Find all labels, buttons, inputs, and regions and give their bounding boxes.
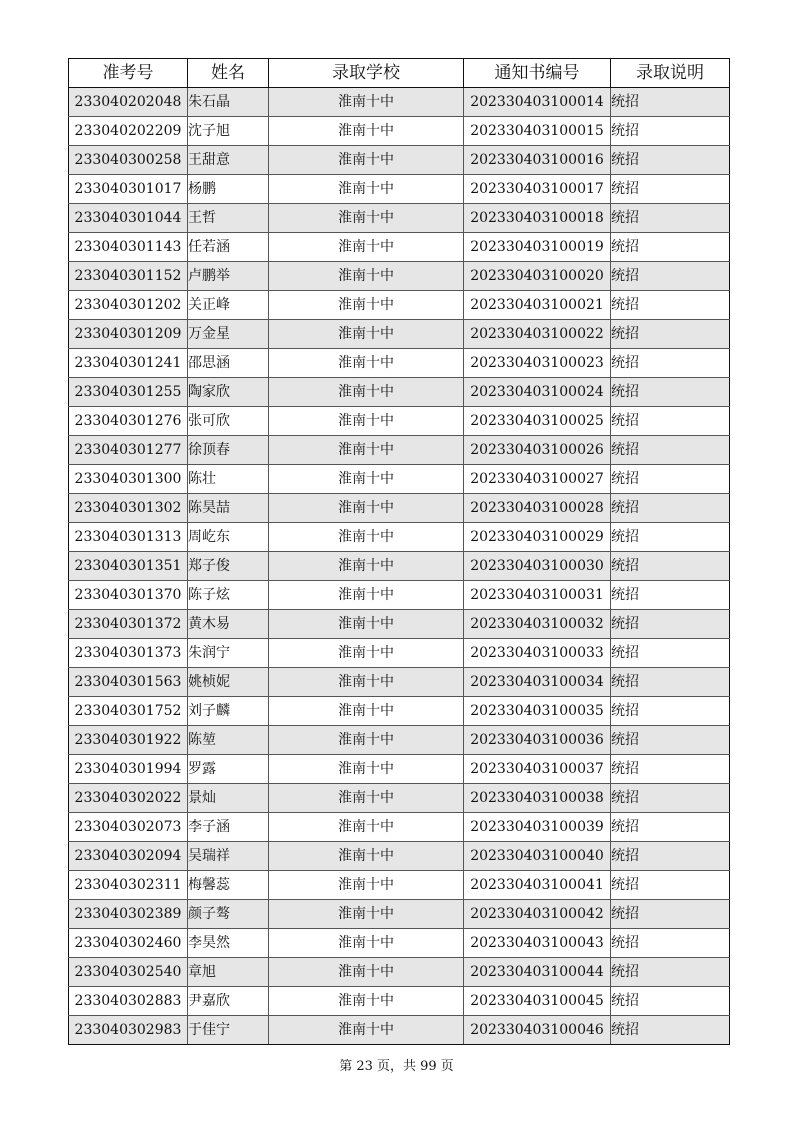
cell-admission-note: 统招 <box>611 784 730 813</box>
header-admission-note: 录取说明 <box>611 59 730 88</box>
cell-exam-id: 233040301313 <box>69 523 188 552</box>
cell-name: 关正峰 <box>188 291 269 320</box>
cell-school: 淮南十中 <box>269 204 464 233</box>
cell-school: 淮南十中 <box>269 117 464 146</box>
cell-school: 淮南十中 <box>269 291 464 320</box>
cell-admission-note: 统招 <box>611 1016 730 1045</box>
cell-name: 罗露 <box>188 755 269 784</box>
cell-school: 淮南十中 <box>269 407 464 436</box>
table-row <box>69 900 730 929</box>
cell-exam-id: 233040202209 <box>69 117 188 146</box>
header-exam-id: 准考号 <box>69 59 188 88</box>
cell-name: 陶家欣 <box>188 378 269 407</box>
cell-exam-id: 233040301152 <box>69 262 188 291</box>
cell-notice-number: 202330403100030 <box>464 552 611 581</box>
cell-admission-note: 统招 <box>611 204 730 233</box>
cell-exam-id: 233040302883 <box>69 987 188 1016</box>
table-row <box>69 610 730 639</box>
cell-exam-id: 233040302022 <box>69 784 188 813</box>
cell-name: 颜子骜 <box>188 900 269 929</box>
cell-name: 章旭 <box>188 958 269 987</box>
cell-admission-note: 统招 <box>611 320 730 349</box>
cell-notice-number: 202330403100027 <box>464 465 611 494</box>
cell-exam-id: 233040302311 <box>69 871 188 900</box>
table-row <box>69 262 730 291</box>
cell-admission-note: 统招 <box>611 407 730 436</box>
table-row <box>69 987 730 1016</box>
cell-exam-id: 233040302460 <box>69 929 188 958</box>
cell-name: 万金星 <box>188 320 269 349</box>
cell-admission-note: 统招 <box>611 871 730 900</box>
cell-name: 张可欣 <box>188 407 269 436</box>
table-row <box>69 146 730 175</box>
cell-name: 于佳宁 <box>188 1016 269 1045</box>
cell-admission-note: 统招 <box>611 436 730 465</box>
cell-notice-number: 202330403100037 <box>464 755 611 784</box>
table-row <box>69 784 730 813</box>
cell-name: 徐顶春 <box>188 436 269 465</box>
cell-notice-number: 202330403100014 <box>464 88 611 117</box>
cell-name: 任若涵 <box>188 233 269 262</box>
cell-school: 淮南十中 <box>269 465 464 494</box>
table-row <box>69 668 730 697</box>
cell-admission-note: 统招 <box>611 117 730 146</box>
table-row <box>69 929 730 958</box>
cell-name: 李昊然 <box>188 929 269 958</box>
table-row <box>69 958 730 987</box>
cell-exam-id: 233040301202 <box>69 291 188 320</box>
header-name: 姓名 <box>188 59 269 88</box>
cell-notice-number: 202330403100042 <box>464 900 611 929</box>
cell-name: 杨鹏 <box>188 175 269 204</box>
cell-school: 淮南十中 <box>269 697 464 726</box>
table-row <box>69 233 730 262</box>
cell-school: 淮南十中 <box>269 378 464 407</box>
cell-school: 淮南十中 <box>269 639 464 668</box>
cell-name: 周屹东 <box>188 523 269 552</box>
cell-name: 陈壮 <box>188 465 269 494</box>
table-row <box>69 755 730 784</box>
cell-name: 卢鹏举 <box>188 262 269 291</box>
cell-notice-number: 202330403100018 <box>464 204 611 233</box>
cell-admission-note: 统招 <box>611 639 730 668</box>
cell-admission-note: 统招 <box>611 175 730 204</box>
cell-name: 李子涵 <box>188 813 269 842</box>
cell-admission-note: 统招 <box>611 726 730 755</box>
cell-notice-number: 202330403100040 <box>464 842 611 871</box>
cell-name: 刘子麟 <box>188 697 269 726</box>
cell-notice-number: 202330403100023 <box>464 349 611 378</box>
cell-notice-number: 202330403100031 <box>464 581 611 610</box>
cell-notice-number: 202330403100036 <box>464 726 611 755</box>
table-row <box>69 320 730 349</box>
cell-exam-id: 233040301372 <box>69 610 188 639</box>
cell-notice-number: 202330403100045 <box>464 987 611 1016</box>
cell-admission-note: 统招 <box>611 378 730 407</box>
cell-exam-id: 233040301370 <box>69 581 188 610</box>
cell-school: 淮南十中 <box>269 146 464 175</box>
cell-admission-note: 统招 <box>611 987 730 1016</box>
cell-school: 淮南十中 <box>269 1016 464 1045</box>
cell-admission-note: 统招 <box>611 146 730 175</box>
cell-name: 王哲 <box>188 204 269 233</box>
cell-school: 淮南十中 <box>269 320 464 349</box>
cell-notice-number: 202330403100038 <box>464 784 611 813</box>
table-row <box>69 407 730 436</box>
cell-exam-id: 233040301209 <box>69 320 188 349</box>
cell-exam-id: 233040301752 <box>69 697 188 726</box>
table-row <box>69 523 730 552</box>
cell-exam-id: 233040301277 <box>69 436 188 465</box>
cell-admission-note: 统招 <box>611 349 730 378</box>
cell-admission-note: 统招 <box>611 465 730 494</box>
cell-school: 淮南十中 <box>269 987 464 1016</box>
cell-school: 淮南十中 <box>269 233 464 262</box>
cell-notice-number: 202330403100034 <box>464 668 611 697</box>
cell-notice-number: 202330403100021 <box>464 291 611 320</box>
cell-exam-id: 233040302073 <box>69 813 188 842</box>
cell-notice-number: 202330403100016 <box>464 146 611 175</box>
cell-exam-id: 233040302983 <box>69 1016 188 1045</box>
cell-exam-id: 233040301994 <box>69 755 188 784</box>
cell-admission-note: 统招 <box>611 291 730 320</box>
cell-exam-id: 233040301351 <box>69 552 188 581</box>
cell-school: 淮南十中 <box>269 523 464 552</box>
cell-name: 王甜意 <box>188 146 269 175</box>
cell-exam-id: 233040301563 <box>69 668 188 697</box>
cell-school: 淮南十中 <box>269 755 464 784</box>
table-row <box>69 175 730 204</box>
cell-notice-number: 202330403100044 <box>464 958 611 987</box>
cell-notice-number: 202330403100043 <box>464 929 611 958</box>
cell-notice-number: 202330403100025 <box>464 407 611 436</box>
cell-exam-id: 233040301255 <box>69 378 188 407</box>
cell-name: 陈堃 <box>188 726 269 755</box>
table-row <box>69 494 730 523</box>
cell-school: 淮南十中 <box>269 349 464 378</box>
cell-name: 朱润宁 <box>188 639 269 668</box>
cell-school: 淮南十中 <box>269 436 464 465</box>
cell-school: 淮南十中 <box>269 88 464 117</box>
table-row <box>69 378 730 407</box>
cell-name: 梅馨蕊 <box>188 871 269 900</box>
cell-school: 淮南十中 <box>269 175 464 204</box>
cell-school: 淮南十中 <box>269 262 464 291</box>
cell-name: 吴瑞祥 <box>188 842 269 871</box>
cell-name: 姚桢妮 <box>188 668 269 697</box>
cell-school: 淮南十中 <box>269 581 464 610</box>
header-notice-number: 通知书编号 <box>464 59 611 88</box>
cell-exam-id: 233040301017 <box>69 175 188 204</box>
cell-notice-number: 202330403100033 <box>464 639 611 668</box>
cell-admission-note: 统招 <box>611 494 730 523</box>
cell-exam-id: 233040301300 <box>69 465 188 494</box>
cell-notice-number: 202330403100019 <box>464 233 611 262</box>
table-row <box>69 842 730 871</box>
cell-school: 淮南十中 <box>269 929 464 958</box>
header-row <box>69 59 730 88</box>
table-row <box>69 349 730 378</box>
cell-notice-number: 202330403100041 <box>464 871 611 900</box>
cell-notice-number: 202330403100020 <box>464 262 611 291</box>
cell-exam-id: 233040301241 <box>69 349 188 378</box>
cell-admission-note: 统招 <box>611 929 730 958</box>
table-row <box>69 581 730 610</box>
header-school: 录取学校 <box>269 59 464 88</box>
cell-exam-id: 233040302389 <box>69 900 188 929</box>
cell-notice-number: 202330403100046 <box>464 1016 611 1045</box>
cell-name: 郑子俊 <box>188 552 269 581</box>
cell-admission-note: 统招 <box>611 813 730 842</box>
cell-exam-id: 233040301143 <box>69 233 188 262</box>
cell-exam-id: 233040301044 <box>69 204 188 233</box>
cell-notice-number: 202330403100015 <box>464 117 611 146</box>
cell-admission-note: 统招 <box>611 958 730 987</box>
cell-school: 淮南十中 <box>269 668 464 697</box>
table-row <box>69 726 730 755</box>
cell-school: 淮南十中 <box>269 900 464 929</box>
cell-admission-note: 统招 <box>611 88 730 117</box>
table-row <box>69 465 730 494</box>
cell-name: 陈子炫 <box>188 581 269 610</box>
cell-notice-number: 202330403100028 <box>464 494 611 523</box>
cell-exam-id: 233040302540 <box>69 958 188 987</box>
cell-notice-number: 202330403100032 <box>464 610 611 639</box>
cell-school: 淮南十中 <box>269 842 464 871</box>
cell-admission-note: 统招 <box>611 755 730 784</box>
table-row <box>69 697 730 726</box>
cell-admission-note: 统招 <box>611 262 730 291</box>
cell-school: 淮南十中 <box>269 494 464 523</box>
admission-table <box>68 58 730 1045</box>
table-row <box>69 552 730 581</box>
cell-exam-id: 233040301373 <box>69 639 188 668</box>
cell-admission-note: 统招 <box>611 900 730 929</box>
cell-name: 邵思涵 <box>188 349 269 378</box>
cell-notice-number: 202330403100029 <box>464 523 611 552</box>
cell-admission-note: 统招 <box>611 610 730 639</box>
cell-name: 沈子旭 <box>188 117 269 146</box>
table-row <box>69 871 730 900</box>
cell-school: 淮南十中 <box>269 784 464 813</box>
cell-school: 淮南十中 <box>269 726 464 755</box>
table-row <box>69 639 730 668</box>
cell-admission-note: 统招 <box>611 697 730 726</box>
cell-admission-note: 统招 <box>611 842 730 871</box>
cell-school: 淮南十中 <box>269 813 464 842</box>
table-row <box>69 88 730 117</box>
cell-exam-id: 233040302094 <box>69 842 188 871</box>
cell-notice-number: 202330403100024 <box>464 378 611 407</box>
cell-notice-number: 202330403100017 <box>464 175 611 204</box>
cell-name: 朱石晶 <box>188 88 269 117</box>
cell-admission-note: 统招 <box>611 233 730 262</box>
cell-notice-number: 202330403100026 <box>464 436 611 465</box>
cell-school: 淮南十中 <box>269 552 464 581</box>
cell-school: 淮南十中 <box>269 958 464 987</box>
cell-admission-note: 统招 <box>611 552 730 581</box>
cell-exam-id: 233040300258 <box>69 146 188 175</box>
cell-exam-id: 233040301922 <box>69 726 188 755</box>
cell-name: 景灿 <box>188 784 269 813</box>
table-row <box>69 291 730 320</box>
cell-admission-note: 统招 <box>611 523 730 552</box>
table-row <box>69 1016 730 1045</box>
table-row <box>69 813 730 842</box>
cell-notice-number: 202330403100022 <box>464 320 611 349</box>
cell-school: 淮南十中 <box>269 871 464 900</box>
cell-name: 陈昊喆 <box>188 494 269 523</box>
cell-school: 淮南十中 <box>269 610 464 639</box>
cell-admission-note: 统招 <box>611 668 730 697</box>
cell-name: 尹嘉欣 <box>188 987 269 1016</box>
table-row <box>69 436 730 465</box>
table-row <box>69 204 730 233</box>
cell-admission-note: 统招 <box>611 581 730 610</box>
cell-notice-number: 202330403100035 <box>464 697 611 726</box>
page-footer: 第 23 页，共 99 页 <box>339 1059 454 1074</box>
cell-exam-id: 233040202048 <box>69 88 188 117</box>
cell-exam-id: 233040301276 <box>69 407 188 436</box>
table-body <box>69 88 730 1045</box>
table-row <box>69 117 730 146</box>
cell-notice-number: 202330403100039 <box>464 813 611 842</box>
cell-exam-id: 233040301302 <box>69 494 188 523</box>
cell-name: 黄木易 <box>188 610 269 639</box>
